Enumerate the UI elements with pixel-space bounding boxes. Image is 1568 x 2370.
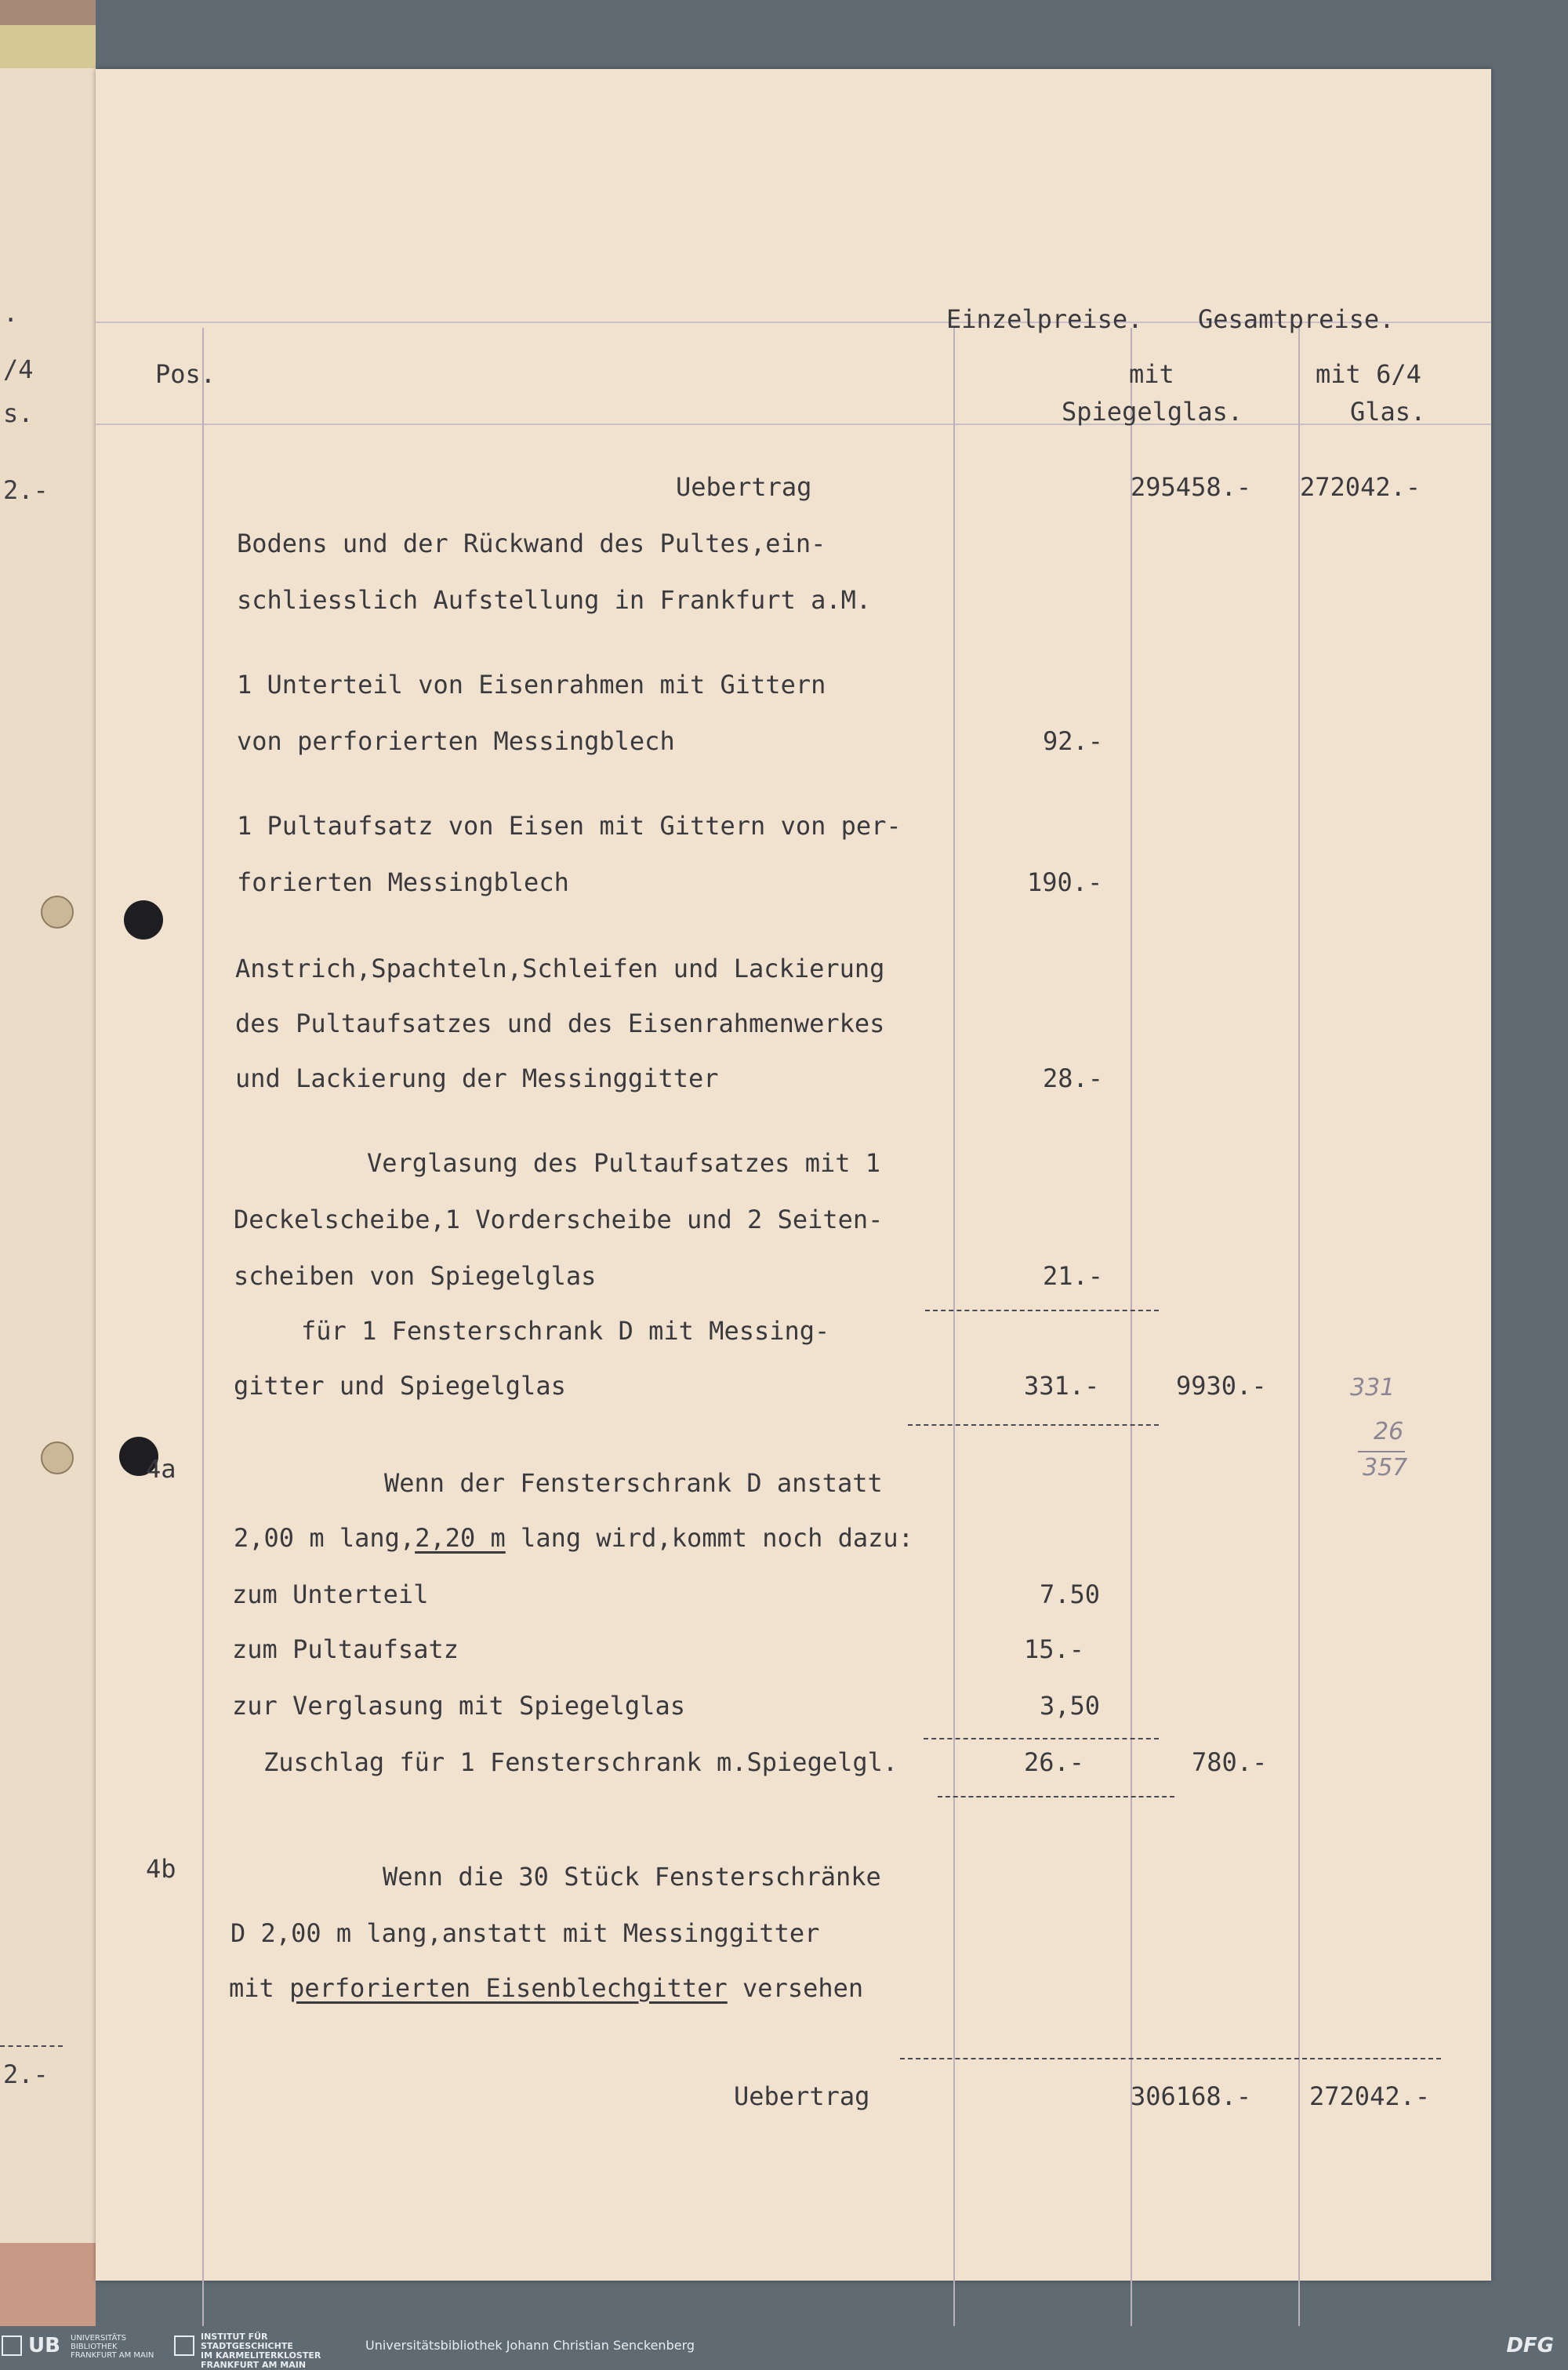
header-col2-line2: Glas. bbox=[1350, 397, 1426, 427]
pos-number: 4a bbox=[146, 1454, 176, 1484]
uebertrag-label: Uebertrag bbox=[676, 472, 812, 502]
column-rule bbox=[1131, 328, 1132, 2339]
ribbon-bottom bbox=[0, 2243, 96, 2326]
text-line: D 2,00 m lang,anstatt mit Messinggitter bbox=[230, 1918, 820, 1948]
price: 190.- bbox=[1027, 867, 1103, 897]
text-line: Wenn die 30 Stück Fensterschränke bbox=[383, 1862, 881, 1892]
price: 15.- bbox=[1024, 1634, 1085, 1664]
fragment-text: s. bbox=[3, 398, 34, 428]
ribbon-top bbox=[0, 0, 96, 25]
text-line: Zuschlag für 1 Fensterschrank m.Spiegelgl. bbox=[263, 1747, 898, 1777]
header-col1-line2: Spiegelglas. bbox=[1062, 397, 1243, 427]
text-line: zur Verglasung mit Spiegelglas bbox=[232, 1691, 685, 1721]
text-line: schliesslich Aufstellung in Frankfurt a.M. bbox=[237, 585, 872, 615]
text-line: für 1 Fensterschrank D mit Messing- bbox=[301, 1316, 830, 1346]
pencil-note: 357 bbox=[1363, 1454, 1408, 1481]
price: 21.- bbox=[1043, 1261, 1104, 1291]
text-line: zum Pultaufsatz bbox=[232, 1634, 459, 1664]
text-line: gitter und Spiegelglas bbox=[234, 1371, 566, 1401]
text-line: scheiben von Spiegelglas bbox=[234, 1261, 597, 1291]
sum-rule bbox=[924, 1738, 1159, 1739]
ribbon-band bbox=[0, 25, 96, 68]
column-rule bbox=[1298, 328, 1300, 2339]
pencil-note: 331 bbox=[1350, 1374, 1396, 1401]
viewer-footer bbox=[0, 2326, 1568, 2370]
text-line: Wenn der Fensterschrank D anstatt bbox=[384, 1468, 883, 1498]
pos-number: 4b bbox=[146, 1854, 176, 1884]
price: 331.- bbox=[1024, 1371, 1100, 1401]
punch-hole bbox=[41, 896, 74, 929]
fragment-text: /4 bbox=[3, 354, 34, 384]
header-einzelpreise: Einzelpreise. bbox=[946, 304, 1143, 334]
uebertrag-col2: 272042.- bbox=[1309, 2081, 1431, 2111]
text-line: und Lackierung der Messinggitter bbox=[235, 1063, 719, 1093]
text-line: Bodens und der Rückwand des Pultes,ein- bbox=[237, 529, 826, 558]
text-line: Anstrich,Spachteln,Schleifen und Lackierung bbox=[235, 954, 885, 983]
text-line: 2,00 m lang,2,20 m lang wird,kommt noch dazu: bbox=[234, 1523, 913, 1553]
text-line: von perforierten Messingblech bbox=[237, 726, 675, 756]
uebertrag-col1: 295458.- bbox=[1131, 472, 1252, 502]
previous-page-fragment bbox=[0, 0, 96, 2326]
institution-name: Universitätsbibliothek Johann Christian Senckenberg bbox=[365, 2338, 695, 2353]
header-rule bbox=[96, 423, 1491, 425]
text-line: Deckelscheibe,1 Vorderscheibe und 2 Seiten- bbox=[234, 1205, 884, 1234]
price: 28.- bbox=[1043, 1063, 1104, 1093]
uebertrag-col2: 272042.- bbox=[1300, 472, 1421, 502]
header-col1-line1: mit bbox=[1129, 359, 1174, 389]
fragment-text: 2.- bbox=[3, 475, 49, 505]
text-line: 1 Unterteil von Eisenrahmen mit Gittern bbox=[237, 670, 826, 700]
sum-rule bbox=[908, 1424, 1159, 1426]
uebertrag-label: Uebertrag bbox=[734, 2081, 870, 2111]
fragment-text: . bbox=[3, 298, 19, 328]
text-line: mit perforierten Eisenblechgitter versehen bbox=[229, 1973, 864, 2003]
punch-hole bbox=[124, 900, 163, 940]
header-gesamtpreise: Gesamtpreise. bbox=[1198, 304, 1395, 334]
document-page bbox=[96, 69, 1491, 2281]
pencil-rule bbox=[1358, 1451, 1405, 1452]
price: 3,50 bbox=[1040, 1691, 1101, 1721]
column-rule bbox=[953, 328, 955, 2339]
uebertrag-col1: 306168.- bbox=[1131, 2081, 1252, 2111]
sum-rule bbox=[938, 1796, 1174, 1797]
fragment-text: 2.- bbox=[3, 2059, 49, 2089]
ub-logo-icon bbox=[2, 2335, 22, 2356]
price: 92.- bbox=[1043, 726, 1104, 756]
text-line: 1 Pultaufsatz von Eisen mit Gittern von per- bbox=[237, 811, 902, 841]
sum-rule bbox=[925, 1310, 1159, 1311]
dfg-logo: DFG bbox=[1506, 2334, 1554, 2357]
sum-rule bbox=[900, 2058, 1441, 2059]
pencil-note: 26 bbox=[1374, 1418, 1404, 1445]
isg-logo-icon bbox=[174, 2335, 194, 2356]
text-line: Verglasung des Pultaufsatzes mit 1 bbox=[367, 1148, 881, 1178]
text-line: forierten Messingblech bbox=[237, 867, 569, 897]
text-line: des Pultaufsatzes und des Eisenrahmenwerkes bbox=[235, 1009, 885, 1038]
ub-logo: UB bbox=[28, 2334, 60, 2357]
price: 26.- bbox=[1024, 1747, 1085, 1777]
ub-logo-subtitle: UNIVERSITÄTS BIBLIOTHEK FRANKFURT AM MAIN bbox=[71, 2334, 154, 2360]
total: 9930.- bbox=[1176, 1371, 1267, 1401]
header-pos: Pos. bbox=[155, 359, 216, 389]
fragment-rule bbox=[0, 2045, 63, 2047]
isg-logo: INSTITUT FÜR STADTGESCHICHTE IM KARMELITERKLOSTER FRANKFURT AM MAIN bbox=[201, 2332, 321, 2370]
total: 780.- bbox=[1192, 1747, 1268, 1777]
punch-hole bbox=[41, 1441, 74, 1474]
price: 7.50 bbox=[1040, 1579, 1101, 1609]
column-rule bbox=[202, 328, 204, 2339]
text-line: zum Unterteil bbox=[232, 1579, 429, 1609]
header-col2-line1: mit 6/4 bbox=[1316, 359, 1421, 389]
